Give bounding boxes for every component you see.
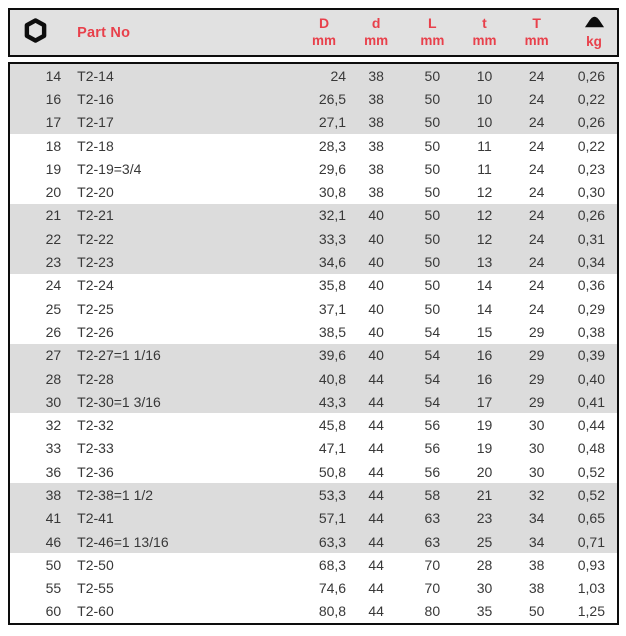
part-no-cell: T2-27=1 1/16: [61, 344, 256, 367]
dim-T-cell: 38: [528, 580, 545, 597]
size-cell: 19: [45, 160, 62, 177]
dim-d-cell: 38: [368, 137, 384, 154]
col-header-kg: [563, 9, 618, 56]
size-cell: 16: [9, 87, 61, 110]
dim-d-cell: 44: [346, 483, 406, 506]
size-cell: 27: [9, 344, 61, 367]
size-cell: 20: [45, 184, 62, 201]
dim-d-cell: 38: [346, 87, 406, 110]
dim-D-cell: 47,1: [318, 440, 347, 457]
part-no-cell: T2-50: [77, 556, 114, 573]
part-no-cell: T2-26: [77, 323, 114, 340]
dim-D-cell: 43,3: [256, 390, 346, 413]
table-row: [9, 344, 618, 367]
part-no-cell: T2-17: [61, 111, 256, 134]
weight-cell: 0,26: [563, 111, 618, 134]
dim-T-cell: 24: [528, 300, 545, 317]
size-cell: 41: [9, 507, 61, 530]
table-row: [9, 111, 618, 134]
part-no-cell: T2-14: [61, 63, 256, 87]
part-no-cell: T2-18: [77, 137, 114, 154]
dim-L-cell: 50: [406, 250, 458, 273]
dim-d-cell: 38: [346, 111, 406, 134]
dim-D-cell: 38,5: [318, 323, 347, 340]
weight-cell: 0,93: [577, 556, 605, 573]
dim-d-cell: 38: [346, 63, 406, 87]
dim-T-cell: 34: [511, 507, 563, 530]
col-header-t-unit: mm: [472, 32, 497, 48]
table-row: [9, 553, 618, 576]
dim-T-cell: 24: [511, 63, 563, 87]
dim-L-cell: 50: [424, 300, 441, 317]
dim-t-cell: 23: [458, 507, 510, 530]
table-row: [9, 87, 618, 110]
dim-t-cell: 10: [458, 87, 510, 110]
part-no-cell: T2-22: [61, 227, 256, 250]
dim-L-cell: 54: [406, 344, 458, 367]
dim-D-cell: 26,5: [256, 87, 346, 110]
col-header-D-label: D: [319, 15, 330, 32]
dim-t-cell: 12: [458, 227, 510, 250]
dim-d-cell: 44: [368, 556, 384, 573]
weight-cell: 0,22: [563, 87, 618, 110]
dim-L-cell: 80: [424, 603, 441, 620]
dim-t-cell: 14: [476, 300, 493, 317]
dim-d-cell: 44: [368, 603, 384, 620]
weight-cell: 0,52: [577, 463, 605, 480]
col-header-d-unit: mm: [364, 32, 389, 48]
dim-t-cell: 14: [476, 277, 493, 294]
table-row: [9, 413, 618, 436]
size-cell: 32: [45, 417, 62, 434]
table-row: [9, 367, 618, 390]
weight-cell: 0,39: [563, 344, 618, 367]
part-no-header-label: Part No: [77, 24, 131, 41]
dim-d-cell: 44: [346, 530, 406, 553]
dim-T-cell: 29: [511, 367, 563, 390]
weight-cell: 0,44: [577, 417, 605, 434]
dim-D-cell: 80,8: [318, 603, 347, 620]
col-header-D: [256, 9, 346, 56]
part-no-cell: T2-28: [61, 367, 256, 390]
table-row: [9, 507, 618, 530]
table-row: [9, 460, 618, 483]
size-cell: 23: [9, 250, 61, 273]
part-no-cell: T2-19=3/4: [77, 160, 142, 177]
size-cell: 17: [9, 111, 61, 134]
dim-D-cell: 74,6: [318, 580, 347, 597]
dim-d-cell: 44: [368, 463, 384, 480]
dim-L-cell: 63: [406, 507, 458, 530]
dim-T-cell: 24: [528, 160, 545, 177]
dim-D-cell: 45,8: [318, 417, 347, 434]
dim-D-cell: 37,1: [318, 300, 347, 317]
size-cell: 18: [45, 137, 62, 154]
dim-d-cell: 44: [346, 507, 406, 530]
spec-table-header: [8, 8, 619, 57]
part-no-cell: T2-20: [77, 184, 114, 201]
dim-D-cell: 50,8: [318, 463, 347, 480]
dim-D-cell: 40,8: [256, 367, 346, 390]
dim-L-cell: 56: [424, 463, 441, 480]
dim-D-cell: 35,8: [318, 277, 347, 294]
weight-cell: 0,22: [577, 137, 605, 154]
part-no-cell: T2-21: [61, 204, 256, 227]
weight-cell: 0,26: [563, 204, 618, 227]
dim-T-cell: 29: [528, 323, 545, 340]
dim-L-cell: 70: [424, 580, 441, 597]
size-cell: 21: [9, 204, 61, 227]
dim-d-cell: 40: [346, 344, 406, 367]
weight-cell: 0,26: [563, 63, 618, 87]
col-header-L-label: L: [428, 15, 437, 32]
size-cell: 38: [9, 483, 61, 506]
dim-L-cell: 54: [424, 323, 441, 340]
dim-T-cell: 24: [511, 87, 563, 110]
part-no-cell: T2-30=1 3/16: [61, 390, 256, 413]
dim-D-cell: 34,6: [256, 250, 346, 273]
dim-d-cell: 44: [346, 390, 406, 413]
part-no-cell: T2-23: [61, 250, 256, 273]
spec-table-body: [9, 63, 618, 624]
weight-cell: 0,34: [563, 250, 618, 273]
weight-cell: 0,38: [577, 323, 605, 340]
size-cell: 22: [9, 227, 61, 250]
dim-D-cell: 68,3: [318, 556, 347, 573]
dim-t-cell: 11: [477, 137, 492, 154]
size-cell: 14: [9, 63, 61, 87]
col-header-t-label: t: [482, 15, 487, 32]
col-header-L-unit: mm: [420, 32, 445, 48]
part-no-cell: T2-25: [77, 300, 114, 317]
weight-cell: 0,23: [577, 160, 605, 177]
dim-D-cell: 28,3: [318, 137, 347, 154]
dim-D-cell: 33,3: [256, 227, 346, 250]
part-no-cell: T2-60: [77, 603, 114, 620]
weight-icon: [579, 14, 609, 34]
size-cell: 28: [9, 367, 61, 390]
table-row: [9, 250, 618, 273]
dim-t-cell: 12: [458, 204, 510, 227]
table-row: [9, 204, 618, 227]
part-no-cell: T2-38=1 1/2: [61, 483, 256, 506]
dim-d-cell: 40: [346, 250, 406, 273]
dim-D-cell: 24: [256, 63, 346, 87]
dim-t-cell: 15: [476, 323, 493, 340]
dim-d-cell: 40: [346, 227, 406, 250]
table-row: [9, 134, 618, 157]
dim-T-cell: 24: [511, 250, 563, 273]
weight-cell: 0,40: [563, 367, 618, 390]
dim-t-cell: 35: [476, 603, 493, 620]
weight-cell: 0,48: [577, 440, 605, 457]
hex-nut-icon: [10, 18, 61, 48]
table-row: [9, 390, 618, 413]
weight-cell: 1,25: [577, 603, 605, 620]
col-header-d: [346, 9, 406, 56]
dim-T-cell: 24: [528, 184, 545, 201]
dim-L-cell: 63: [406, 530, 458, 553]
dim-t-cell: 20: [476, 463, 493, 480]
dim-L-cell: 50: [424, 160, 441, 177]
dim-L-cell: 56: [424, 417, 441, 434]
weight-cell: 0,52: [563, 483, 618, 506]
dim-d-cell: 40: [368, 323, 384, 340]
dim-t-cell: 28: [476, 556, 493, 573]
dim-d-cell: 44: [368, 417, 384, 434]
dim-L-cell: 56: [424, 440, 441, 457]
col-header-kg-unit: kg: [586, 34, 602, 49]
weight-cell: 0,71: [563, 530, 618, 553]
dim-T-cell: 30: [528, 463, 545, 480]
table-row: [9, 437, 618, 460]
dim-t-cell: 10: [458, 111, 510, 134]
dim-t-cell: 10: [458, 63, 510, 87]
dim-d-cell: 40: [346, 204, 406, 227]
dim-T-cell: 30: [528, 417, 545, 434]
dim-T-cell: 30: [528, 440, 545, 457]
dim-t-cell: 17: [458, 390, 510, 413]
part-no-cell: T2-36: [77, 463, 114, 480]
dim-t-cell: 11: [477, 160, 492, 177]
dim-D-cell: 57,1: [256, 507, 346, 530]
dim-D-cell: 27,1: [256, 111, 346, 134]
col-header-T-label: T: [532, 15, 541, 32]
size-cell: 24: [45, 277, 62, 294]
dim-t-cell: 21: [458, 483, 510, 506]
size-cell: 50: [45, 556, 62, 573]
size-cell: 33: [45, 440, 62, 457]
weight-cell: 1,03: [577, 580, 605, 597]
size-cell: 46: [9, 530, 61, 553]
weight-cell: 0,30: [577, 184, 605, 201]
size-cell: 60: [45, 603, 62, 620]
dim-L-cell: 50: [406, 111, 458, 134]
dim-D-cell: 29,6: [318, 160, 347, 177]
dim-L-cell: 50: [424, 277, 441, 294]
dim-L-cell: 50: [406, 63, 458, 87]
dim-T-cell: 50: [528, 603, 545, 620]
dim-d-cell: 44: [346, 367, 406, 390]
dim-L-cell: 50: [424, 137, 441, 154]
dim-t-cell: 16: [458, 367, 510, 390]
size-cell: 55: [45, 580, 62, 597]
dim-L-cell: 54: [406, 390, 458, 413]
dim-d-cell: 40: [368, 300, 384, 317]
dim-T-cell: 24: [528, 277, 545, 294]
dim-d-cell: 44: [368, 580, 384, 597]
dim-t-cell: 16: [458, 344, 510, 367]
dim-t-cell: 19: [476, 440, 493, 457]
dim-T-cell: 24: [511, 227, 563, 250]
part-no-cell: T2-16: [61, 87, 256, 110]
dim-T-cell: 29: [511, 390, 563, 413]
part-no-cell: T2-33: [77, 440, 114, 457]
size-column-header: [9, 9, 61, 56]
dim-D-cell: 32,1: [256, 204, 346, 227]
dim-L-cell: 58: [406, 483, 458, 506]
weight-cell: 0,36: [577, 277, 605, 294]
col-header-d-label: d: [371, 15, 381, 32]
table-row: [9, 63, 618, 87]
table-row: [9, 297, 618, 320]
dim-D-cell: 39,6: [256, 344, 346, 367]
dim-T-cell: 24: [511, 111, 563, 134]
table-row: [9, 483, 618, 506]
size-cell: 30: [9, 390, 61, 413]
table-row: [9, 180, 618, 203]
size-cell: 36: [45, 463, 62, 480]
dim-L-cell: 50: [406, 87, 458, 110]
col-header-D-unit: mm: [312, 32, 337, 48]
part-no-cell: T2-55: [77, 580, 114, 597]
table-row: [9, 577, 618, 600]
dim-t-cell: 19: [476, 417, 493, 434]
dim-t-cell: 30: [476, 580, 493, 597]
dim-T-cell: 34: [511, 530, 563, 553]
dim-L-cell: 70: [424, 556, 441, 573]
part-no-cell: T2-32: [77, 417, 114, 434]
dim-L-cell: 50: [406, 204, 458, 227]
part-no-cell: T2-41: [61, 507, 256, 530]
col-header-t: [458, 9, 510, 56]
weight-cell: 0,31: [563, 227, 618, 250]
part-no-cell: T2-24: [77, 277, 114, 294]
dim-t-cell: 13: [458, 250, 510, 273]
dim-T-cell: 29: [511, 344, 563, 367]
col-header-L: [406, 9, 458, 56]
col-header-T-unit: mm: [524, 32, 549, 48]
dim-T-cell: 24: [511, 204, 563, 227]
dim-T-cell: 24: [528, 137, 545, 154]
dim-t-cell: 12: [476, 184, 493, 201]
weight-cell: 0,29: [577, 300, 605, 317]
dim-d-cell: 38: [368, 160, 384, 177]
table-row: [9, 530, 618, 553]
dim-L-cell: 54: [406, 367, 458, 390]
dim-L-cell: 50: [424, 184, 441, 201]
dim-d-cell: 44: [368, 440, 384, 457]
weight-cell: 0,65: [563, 507, 618, 530]
table-row: [9, 600, 618, 624]
col-header-T: [511, 9, 563, 56]
spec-table: [8, 62, 619, 625]
dim-D-cell: 63,3: [256, 530, 346, 553]
dim-T-cell: 38: [528, 556, 545, 573]
weight-cell: 0,41: [563, 390, 618, 413]
dim-L-cell: 50: [406, 227, 458, 250]
dim-t-cell: 25: [458, 530, 510, 553]
part-no-column-header: [61, 9, 256, 56]
dim-T-cell: 32: [511, 483, 563, 506]
table-row: [9, 157, 618, 180]
dim-D-cell: 30,8: [318, 184, 347, 201]
table-row: [9, 320, 618, 343]
part-no-cell: T2-46=1 13/16: [61, 530, 256, 553]
dim-D-cell: 53,3: [256, 483, 346, 506]
size-cell: 25: [45, 300, 62, 317]
size-cell: 26: [45, 323, 62, 340]
dim-d-cell: 38: [368, 184, 384, 201]
table-row: [9, 274, 618, 297]
dim-d-cell: 40: [368, 277, 384, 294]
table-row: [9, 227, 618, 250]
